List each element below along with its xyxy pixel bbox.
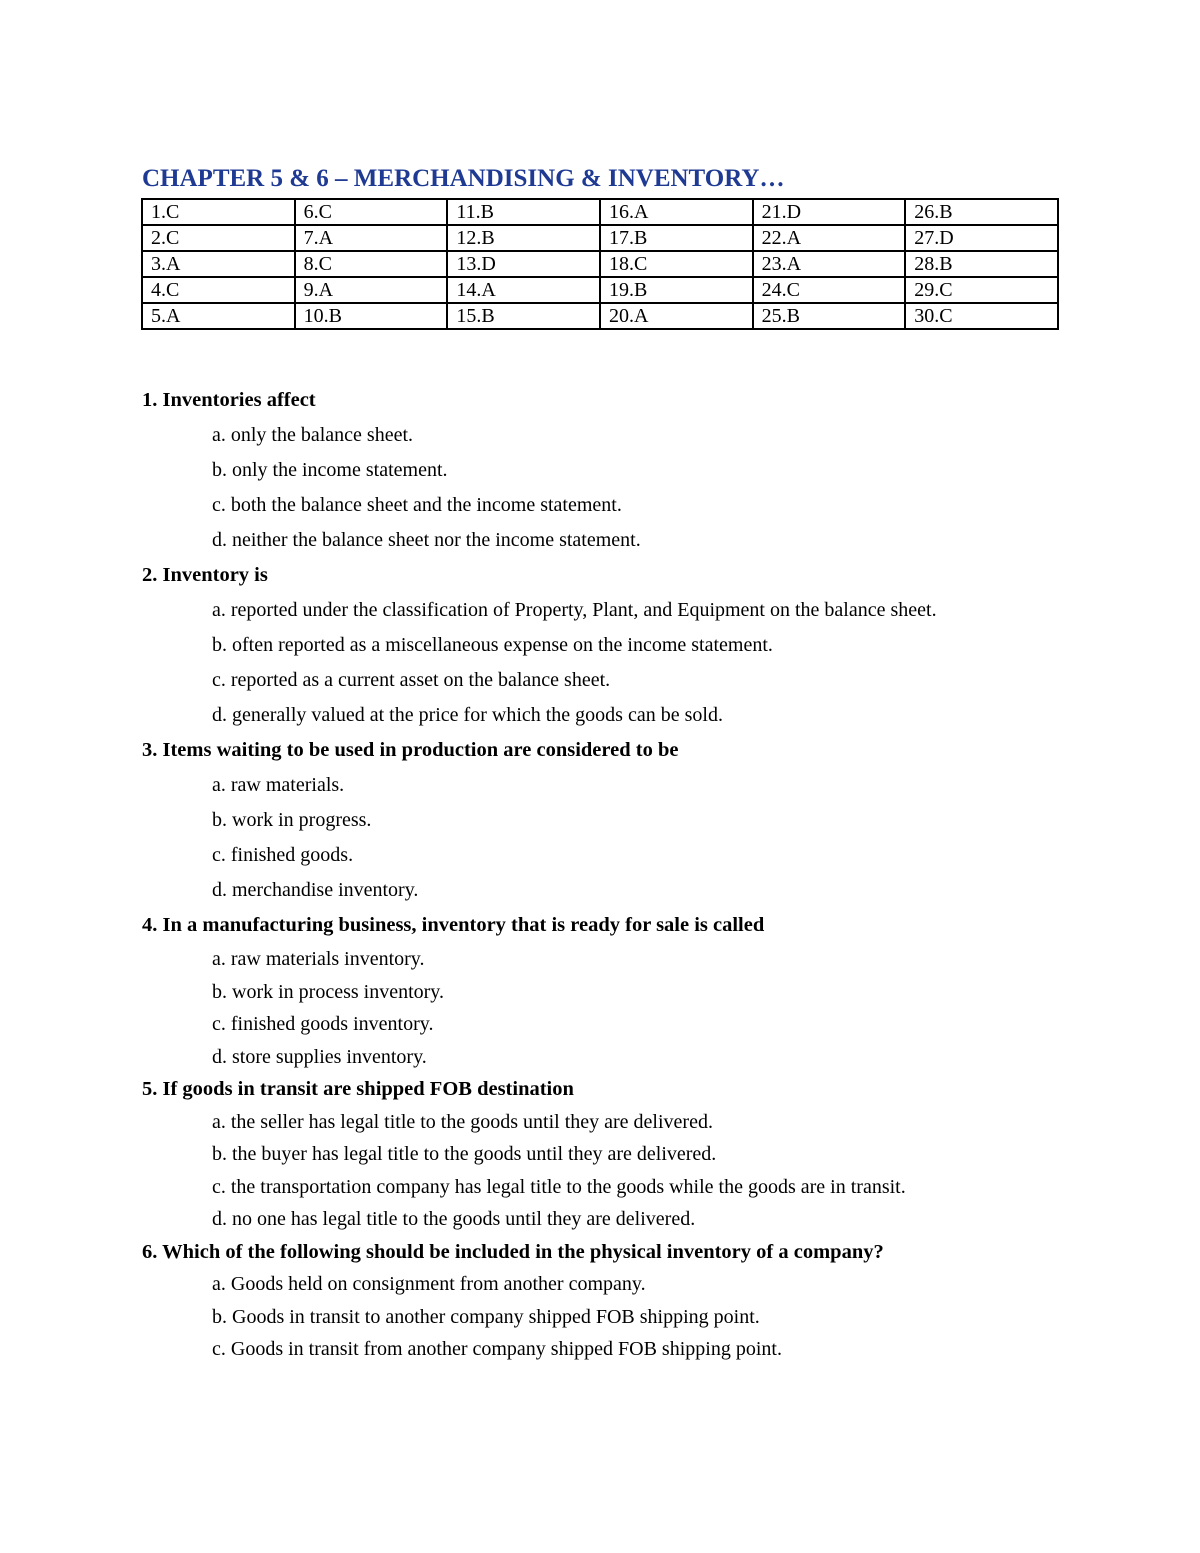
question-block — [142, 733, 1042, 908]
table-cell: 24.C — [753, 277, 906, 303]
table-cell: 13.D — [447, 251, 600, 277]
answer-option: d. no one has legal title to the goods until they are delivered. — [212, 1208, 696, 1230]
question-block — [142, 908, 1042, 1073]
table-cell: 30.C — [905, 303, 1058, 329]
table-cell: 25.B — [753, 303, 906, 329]
table-cell: 1.C — [142, 199, 295, 225]
answer-option: c. finished goods inventory. — [212, 1013, 434, 1035]
answer-option: c. Goods in transit from another company shipped FOB shipping point. — [212, 1338, 782, 1360]
table-cell: 29.C — [905, 277, 1058, 303]
table-cell: 5.A — [142, 303, 295, 329]
answer-option: a. Goods held on consignment from another company. — [212, 1273, 646, 1295]
answer-option: c. finished goods. — [212, 844, 354, 866]
table-cell: 18.C — [600, 251, 753, 277]
table-cell: 14.A — [447, 277, 600, 303]
table-cell: 26.B — [905, 199, 1058, 225]
chapter-title: CHAPTER 5 & 6 – MERCHANDISING & INVENTORY… — [142, 165, 785, 192]
table-cell: 6.C — [295, 199, 448, 225]
table-cell: 20.A — [600, 303, 753, 329]
answer-option: b. Goods in transit to another company shipped FOB shipping point. — [212, 1305, 760, 1328]
table-cell: 11.B — [447, 199, 600, 225]
table-cell: 10.B — [295, 303, 448, 329]
answer-option: b. work in progress. — [212, 809, 372, 831]
question-text: 4. In a manufacturing business, inventory that is ready for sale is called — [142, 914, 765, 936]
answer-option: c. the transportation company has legal title to the goods while the goods are in transit. — [212, 1175, 906, 1198]
table-row — [142, 199, 1058, 225]
question-text: 5. If goods in transit are shipped FOB destination — [142, 1078, 574, 1100]
answer-option: a. the seller has legal title to the goods until they are delivered. — [212, 1110, 713, 1133]
answer-option: c. reported as a current asset on the balance sheet. — [212, 669, 611, 691]
table-cell: 7.A — [295, 225, 448, 251]
table-cell: 21.D — [753, 199, 906, 225]
table-cell: 23.A — [753, 251, 906, 277]
question-block — [142, 383, 1042, 558]
table-cell: 16.A — [600, 199, 753, 225]
answer-option: a. only the balance sheet. — [212, 424, 414, 446]
table-row — [142, 277, 1058, 303]
question-text: 2. Inventory is — [142, 564, 268, 586]
table-cell: 4.C — [142, 277, 295, 303]
table-row — [142, 251, 1058, 277]
question-list — [142, 383, 1042, 1366]
question-block — [142, 1073, 1042, 1236]
answer-option: d. generally valued at the price for which the goods can be sold. — [212, 704, 723, 726]
answer-option: a. raw materials. — [212, 774, 345, 796]
table-cell: 19.B — [600, 277, 753, 303]
table-cell: 15.B — [447, 303, 600, 329]
table-cell: 17.B — [600, 225, 753, 251]
answer-option: d. store supplies inventory. — [212, 1045, 427, 1068]
answer-option: b. work in process inventory. — [212, 980, 444, 1003]
question-block — [142, 1236, 1042, 1366]
table-cell: 27.D — [905, 225, 1058, 251]
answer-option: b. the buyer has legal title to the goods until they are delivered. — [212, 1143, 717, 1165]
table-cell: 9.A — [295, 277, 448, 303]
table-cell: 22.A — [753, 225, 906, 251]
table-row — [142, 303, 1058, 329]
answer-option: b. only the income statement. — [212, 459, 448, 481]
answer-option: b. often reported as a miscellaneous expense on the income statement. — [212, 634, 773, 656]
table-cell: 3.A — [142, 251, 295, 277]
answer-option: d. merchandise inventory. — [212, 879, 419, 901]
table-cell: 28.B — [905, 251, 1058, 277]
answer-option: a. reported under the classification of Property, Plant, and Equipment on the balance sheet. — [212, 599, 937, 621]
question-text: 1. Inventories affect — [142, 389, 316, 411]
answer-key-table — [141, 198, 1059, 330]
table-cell: 2.C — [142, 225, 295, 251]
table-row — [142, 225, 1058, 251]
answer-option: c. both the balance sheet and the income statement. — [212, 494, 622, 516]
answer-option: a. raw materials inventory. — [212, 948, 425, 970]
table-cell: 8.C — [295, 251, 448, 277]
question-text: 6. Which of the following should be included in the physical inventory of a company? — [142, 1240, 884, 1263]
table-cell: 12.B — [447, 225, 600, 251]
question-block — [142, 558, 1042, 733]
answer-option: d. neither the balance sheet nor the income statement. — [212, 529, 641, 551]
question-text: 3. Items waiting to be used in production are considered to be — [142, 739, 679, 761]
